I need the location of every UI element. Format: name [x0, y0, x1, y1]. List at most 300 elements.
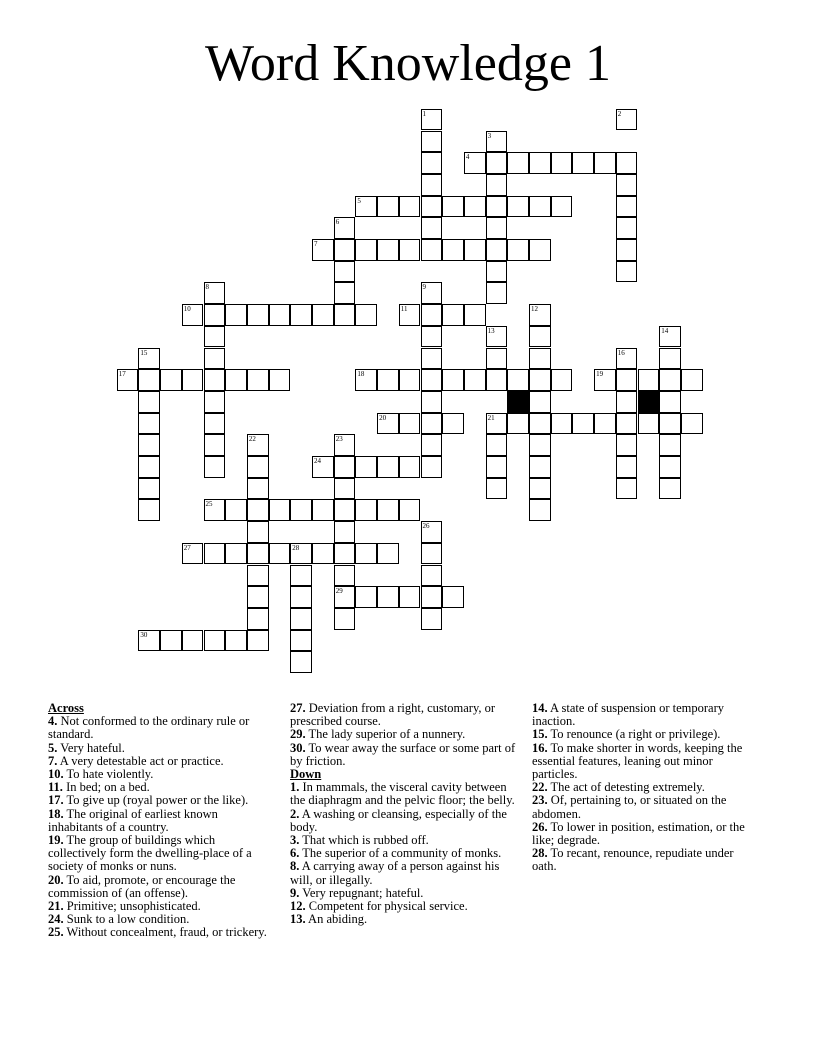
crossword-cell[interactable] — [616, 109, 638, 131]
clue — [290, 860, 518, 886]
crossword-cell[interactable] — [529, 152, 551, 174]
clue-text: The original of earliest known inhabitants of a country. — [48, 806, 218, 834]
crossword-cell[interactable] — [247, 499, 269, 521]
crossword-cell[interactable] — [486, 456, 508, 478]
crossword-cell[interactable] — [486, 174, 508, 196]
clue — [48, 808, 274, 834]
clue-number: 4 — [465, 153, 470, 162]
crossword-cell[interactable] — [464, 304, 486, 326]
clue — [290, 702, 518, 728]
crossword-cell[interactable] — [442, 304, 464, 326]
crossword-cell[interactable] — [225, 543, 247, 565]
crossword-cell[interactable] — [421, 109, 443, 131]
crossword-cell[interactable] — [616, 413, 638, 435]
clue-text: To give up (royal power or the like). — [63, 793, 249, 808]
page-title: Word Knowledge 1 — [205, 35, 611, 92]
crossword-cell[interactable] — [334, 239, 356, 261]
crossword-cell[interactable] — [355, 196, 377, 218]
crossword-cell[interactable] — [529, 369, 551, 391]
clue-text: A very detestable act or practice. — [57, 753, 224, 768]
clue-number: 12 — [531, 305, 538, 314]
crossword-cell[interactable] — [334, 521, 356, 543]
crossword-cell[interactable] — [529, 434, 551, 456]
clue-number-label: 17. — [48, 793, 64, 808]
crossword-cell[interactable] — [138, 456, 160, 478]
clue — [290, 913, 518, 926]
crossword-cell[interactable] — [312, 304, 334, 326]
crossword-cell[interactable] — [616, 348, 638, 370]
clue-number-label: 23. — [532, 793, 548, 808]
crossword-cell[interactable] — [290, 565, 312, 587]
clue-number: 14 — [661, 326, 669, 335]
crossword-cell[interactable] — [421, 174, 443, 196]
crossword-cell[interactable] — [399, 413, 421, 435]
crossword-cell[interactable] — [659, 413, 681, 435]
crossword-cell[interactable] — [247, 543, 269, 565]
crossword-cell[interactable] — [290, 651, 312, 673]
crossword-cell[interactable] — [247, 521, 269, 543]
crossword-cell[interactable] — [486, 282, 508, 304]
crossword-cell[interactable] — [334, 434, 356, 456]
clue-text: Not conformed to the ordinary rule or standard. — [48, 714, 250, 742]
clue-text: Competent for physical service. — [305, 899, 468, 914]
clue — [532, 702, 760, 728]
crossword-cell[interactable] — [594, 413, 616, 435]
clue-number: 10 — [183, 305, 191, 314]
clue-number-label: 26. — [532, 819, 548, 834]
clue-text: To renounce (a right or privilege). — [547, 727, 721, 742]
crossword-cell[interactable] — [355, 499, 377, 521]
crossword-cell[interactable] — [355, 369, 377, 391]
crossword-cell[interactable] — [225, 499, 247, 521]
clue-number-label: 2. — [290, 806, 300, 821]
clue-number-label: 1. — [290, 780, 300, 795]
clue-number-label: 27. — [290, 701, 306, 715]
crossword-cell[interactable] — [659, 434, 681, 456]
clue-text: Without concealment, fraud, or trickery. — [63, 925, 267, 940]
crossword-cell[interactable] — [616, 239, 638, 261]
clue-number: 17 — [118, 370, 126, 379]
crossword-cell[interactable] — [204, 326, 226, 348]
crossword-cell[interactable] — [204, 348, 226, 370]
crossword-cell[interactable] — [334, 217, 356, 239]
crossword-cell[interactable] — [204, 304, 226, 326]
crossword-cell[interactable] — [204, 434, 226, 456]
clue-text: To aid, promote, or encourage the commission of (an offense). — [48, 872, 236, 900]
crossword-cell[interactable] — [312, 543, 334, 565]
crossword-cell[interactable] — [507, 369, 529, 391]
clue-number: 9 — [422, 283, 426, 292]
clue-number: 8 — [205, 283, 209, 292]
crossword-cell[interactable] — [334, 543, 356, 565]
crossword-cell[interactable] — [464, 369, 486, 391]
clue-number: 19 — [596, 370, 604, 379]
clue-number-label: 15. — [532, 727, 548, 742]
crossword-cell[interactable] — [290, 630, 312, 652]
crossword-cell[interactable] — [486, 261, 508, 283]
crossword-cell[interactable] — [659, 326, 681, 348]
crossword-cell[interactable] — [507, 413, 529, 435]
crossword-cell[interactable] — [247, 478, 269, 500]
crossword-cell[interactable] — [182, 304, 204, 326]
clue-text: The lady superior of a nunnery. — [305, 727, 466, 742]
crossword-cell[interactable] — [182, 543, 204, 565]
clue-text: Deviation from a right, customary, or prescribed course. — [290, 701, 496, 729]
crossword-cell[interactable] — [616, 391, 638, 413]
crossword-cell[interactable] — [486, 348, 508, 370]
crossword-cell[interactable] — [421, 608, 443, 630]
crossword-cell[interactable] — [616, 217, 638, 239]
clue-number-label: 20. — [48, 872, 64, 887]
clue-text: An abiding. — [305, 912, 368, 927]
crossword-cell[interactable] — [594, 369, 616, 391]
clue-text: To recant, renounce, repudiate under oath. — [532, 846, 734, 874]
crossword-cell[interactable] — [551, 369, 573, 391]
clue-number-label: 8. — [290, 859, 300, 874]
crossword-cell[interactable] — [377, 499, 399, 521]
crossword-cell[interactable] — [269, 304, 291, 326]
crossword-cell[interactable] — [486, 434, 508, 456]
crossword-cell[interactable] — [572, 152, 594, 174]
clue-text: To make shorter in words, keeping the essential features, leaning out minor particles. — [532, 740, 743, 782]
crossword-cell[interactable] — [442, 369, 464, 391]
crossword-cell[interactable] — [204, 456, 226, 478]
crossword-cell[interactable] — [247, 565, 269, 587]
clue-number-label: 28. — [532, 846, 548, 861]
crossword-cell[interactable] — [377, 543, 399, 565]
crossword-cell[interactable] — [486, 239, 508, 261]
crossword-cell[interactable] — [182, 630, 204, 652]
clue-number: 20 — [379, 413, 387, 422]
clue-number-label: 16. — [532, 740, 548, 755]
clue-text: A carrying away of a person against his will, or illegally. — [290, 859, 500, 887]
crossword-cell[interactable] — [659, 391, 681, 413]
crossword-cell[interactable] — [290, 586, 312, 608]
crossword-cell[interactable] — [529, 326, 551, 348]
crossword-cell[interactable] — [182, 369, 204, 391]
crossword-cell[interactable] — [421, 413, 443, 435]
clue — [290, 781, 518, 807]
crossword-cell[interactable] — [421, 565, 443, 587]
crossword-cell[interactable] — [269, 499, 291, 521]
crossword-cell[interactable] — [399, 586, 421, 608]
crossword-cell[interactable] — [421, 304, 443, 326]
crossword-cell[interactable] — [290, 608, 312, 630]
black-square — [638, 391, 660, 413]
clue-number: 1 — [422, 109, 426, 118]
crossword-cell[interactable] — [204, 413, 226, 435]
crossword-cell[interactable] — [421, 348, 443, 370]
clues-column-1 — [48, 702, 274, 940]
crossword-cell[interactable] — [355, 239, 377, 261]
crossword-cell[interactable] — [421, 586, 443, 608]
crossword-cell[interactable] — [616, 174, 638, 196]
crossword-cell[interactable] — [507, 239, 529, 261]
clue-number-label: 21. — [48, 899, 64, 914]
crossword-cell[interactable] — [399, 369, 421, 391]
crossword-cell[interactable] — [551, 196, 573, 218]
crossword-cell[interactable] — [529, 499, 551, 521]
crossword-cell[interactable] — [138, 630, 160, 652]
crossword-cell[interactable] — [225, 630, 247, 652]
crossword-cell[interactable] — [269, 543, 291, 565]
crossword-cell[interactable] — [355, 304, 377, 326]
clue-number: 29 — [335, 587, 343, 596]
clue-number: 28 — [292, 543, 300, 552]
crossword-cell[interactable] — [377, 369, 399, 391]
clue-number: 16 — [617, 348, 625, 357]
clue — [532, 742, 760, 782]
crossword-cell[interactable] — [421, 369, 443, 391]
crossword-cell[interactable] — [529, 478, 551, 500]
clues-column-3 — [532, 702, 760, 874]
crossword-cell[interactable] — [421, 434, 443, 456]
clue-number: 7 — [314, 240, 318, 248]
crossword-cell[interactable] — [486, 196, 508, 218]
crossword-cell[interactable] — [204, 543, 226, 565]
clue-number: 21 — [487, 413, 495, 422]
across-heading: Across — [48, 701, 84, 715]
clue-number-label: 14. — [532, 701, 548, 715]
crossword-cell[interactable] — [247, 586, 269, 608]
clue — [532, 821, 760, 847]
clue-number: 6 — [335, 218, 340, 227]
crossword-cell[interactable] — [334, 565, 356, 587]
crossword-cell[interactable] — [529, 413, 551, 435]
crossword-cell[interactable] — [486, 152, 508, 174]
crossword-cell[interactable] — [616, 261, 638, 283]
crossword-cell[interactable] — [247, 608, 269, 630]
crossword-cell[interactable] — [507, 152, 529, 174]
crossword-cell[interactable] — [334, 499, 356, 521]
crossword-cell[interactable] — [486, 217, 508, 239]
crossword-cell[interactable] — [421, 543, 443, 565]
clue-text: Very repugnant; hateful. — [299, 885, 424, 900]
crossword-cell[interactable] — [486, 369, 508, 391]
crossword-cell[interactable] — [377, 239, 399, 261]
crossword-cell[interactable] — [529, 456, 551, 478]
crossword-cell[interactable] — [355, 586, 377, 608]
crossword-cell[interactable] — [551, 152, 573, 174]
crossword-cell[interactable] — [399, 239, 421, 261]
crossword-cell[interactable] — [160, 630, 182, 652]
crossword-cell[interactable] — [204, 630, 226, 652]
crossword-cell[interactable] — [138, 413, 160, 435]
crossword-cell[interactable] — [138, 348, 160, 370]
crossword-cell[interactable] — [269, 369, 291, 391]
down-heading: Down — [290, 767, 322, 782]
clue-text: A state of suspension or temporary inaction. — [532, 701, 724, 729]
crossword-cell[interactable] — [572, 413, 594, 435]
crossword-cell[interactable] — [334, 282, 356, 304]
crossword-cell[interactable] — [442, 239, 464, 261]
clue-number-label: 13. — [290, 912, 306, 927]
clue-number-label: 6. — [290, 846, 300, 861]
crossword-cell[interactable] — [334, 304, 356, 326]
clue-text: To hate violently. — [63, 767, 154, 782]
clue-number-label: 9. — [290, 885, 300, 900]
clue — [48, 874, 274, 900]
clue-text: The act of detesting extremely. — [547, 780, 705, 795]
crossword-cell[interactable] — [486, 326, 508, 348]
crossword-cell[interactable] — [659, 456, 681, 478]
clue-number: 25 — [205, 500, 213, 509]
clue-number: 5 — [357, 196, 361, 205]
crossword-cell[interactable] — [138, 369, 160, 391]
crossword-cell[interactable] — [529, 348, 551, 370]
crossword-cell[interactable] — [421, 326, 443, 348]
clue — [290, 808, 518, 834]
crossword-cell[interactable] — [247, 456, 269, 478]
crossword-cell[interactable] — [312, 499, 334, 521]
clue-number: 2 — [617, 109, 622, 118]
clue-number-label: 24. — [48, 912, 64, 927]
clue-number-label: 30. — [290, 740, 306, 755]
crossword-cell[interactable] — [529, 304, 551, 326]
crossword-cell[interactable] — [377, 456, 399, 478]
clues-column-2 — [290, 702, 518, 926]
crossword-cell[interactable] — [507, 196, 529, 218]
crossword-cell[interactable] — [421, 521, 443, 543]
crossword-cell[interactable] — [355, 456, 377, 478]
crossword-cell[interactable] — [442, 413, 464, 435]
crossword-cell[interactable] — [486, 413, 508, 435]
crossword-cell[interactable] — [225, 304, 247, 326]
clue-text: The group of buildings which collectively form the dwelling-place of a society of monks or nuns. — [48, 833, 252, 874]
crossword-cell[interactable] — [421, 196, 443, 218]
crossword-cell[interactable] — [486, 478, 508, 500]
crossword-cell[interactable] — [616, 369, 638, 391]
crossword-cell[interactable] — [290, 543, 312, 565]
crossword-cell[interactable] — [204, 369, 226, 391]
crossword-cell[interactable] — [681, 369, 703, 391]
clue-number-label: 19. — [48, 833, 64, 848]
clue-text: In mammals, the visceral cavity between the diaphragm and the pelvic floor; the belly. — [290, 780, 515, 808]
clue-text: Very hateful. — [57, 740, 125, 755]
crossword-cell[interactable] — [225, 369, 247, 391]
clue-number: 13 — [487, 326, 495, 335]
crossword-cell[interactable] — [399, 499, 421, 521]
crossword-cell[interactable] — [616, 196, 638, 218]
clue-number-label: 18. — [48, 806, 64, 821]
clue-text: Primitive; unsophisticated. — [63, 899, 201, 914]
crossword-cell[interactable] — [421, 239, 443, 261]
crossword-cell[interactable] — [529, 391, 551, 413]
crossword-cell[interactable] — [138, 478, 160, 500]
crossword-cell[interactable] — [334, 586, 356, 608]
clue-number: 3 — [487, 131, 492, 140]
clue-number: 15 — [140, 348, 148, 357]
clue-number-label: 3. — [290, 833, 300, 848]
clue-number-label: 25. — [48, 925, 64, 940]
crossword-cell[interactable] — [421, 152, 443, 174]
clue-number-label: 5. — [48, 740, 58, 755]
crossword-cell[interactable] — [486, 131, 508, 153]
clue — [48, 715, 274, 741]
crossword-cell[interactable] — [204, 391, 226, 413]
crossword-cell[interactable] — [616, 434, 638, 456]
crossword-cell[interactable] — [247, 630, 269, 652]
clue-number-label: 29. — [290, 727, 306, 742]
crossword-cell[interactable] — [334, 478, 356, 500]
crossword-cell[interactable] — [638, 413, 660, 435]
crossword-cell[interactable] — [334, 608, 356, 630]
black-square — [507, 391, 529, 413]
crossword-cell[interactable] — [464, 239, 486, 261]
crossword-cell[interactable] — [312, 239, 334, 261]
crossword-cell[interactable] — [659, 348, 681, 370]
crossword-cell[interactable] — [204, 282, 226, 304]
crossword-cell[interactable] — [616, 478, 638, 500]
crossword-cell[interactable] — [117, 369, 139, 391]
crossword-cell[interactable] — [138, 391, 160, 413]
clue-number: 22 — [248, 435, 256, 444]
crossword-cell[interactable] — [377, 586, 399, 608]
crossword-cell[interactable] — [138, 499, 160, 521]
crossword-cell[interactable] — [529, 196, 551, 218]
crossword-cell[interactable] — [464, 196, 486, 218]
crossword-cell[interactable] — [312, 456, 334, 478]
clue — [48, 926, 274, 939]
crossword-cell[interactable] — [616, 456, 638, 478]
crossword-cell[interactable] — [355, 543, 377, 565]
crossword-cell[interactable] — [290, 304, 312, 326]
crossword-cell[interactable] — [377, 196, 399, 218]
crossword-cell[interactable] — [529, 239, 551, 261]
clue-number: 18 — [357, 370, 365, 379]
crossword-cell[interactable] — [421, 131, 443, 153]
crossword-cell[interactable] — [464, 152, 486, 174]
clue-text: That which is rubbed off. — [299, 833, 429, 848]
crossword-cell[interactable] — [594, 152, 616, 174]
crossword-cell[interactable] — [659, 369, 681, 391]
clue-text: Sunk to a low condition. — [63, 912, 190, 927]
crossword-cell[interactable] — [399, 196, 421, 218]
crossword-cell[interactable] — [334, 261, 356, 283]
crossword-cell[interactable] — [160, 369, 182, 391]
crossword-cell[interactable] — [377, 413, 399, 435]
crossword-cell[interactable] — [638, 369, 660, 391]
crossword-cell[interactable] — [247, 304, 269, 326]
crossword-cell[interactable] — [399, 304, 421, 326]
crossword-cell[interactable] — [290, 499, 312, 521]
crossword-cell[interactable] — [659, 478, 681, 500]
crossword-cell[interactable] — [421, 217, 443, 239]
clue-number-label: 7. — [48, 753, 58, 768]
crossword-cell[interactable] — [551, 413, 573, 435]
clue-text: To lower in position, estimation, or the like; degrade. — [532, 819, 745, 848]
clue-number: 27 — [183, 543, 191, 552]
crossword-cell[interactable] — [442, 586, 464, 608]
clue-number-label: 10. — [48, 767, 64, 782]
crossword-cell[interactable] — [681, 413, 703, 435]
crossword-cell[interactable] — [247, 369, 269, 391]
clue — [532, 794, 760, 820]
crossword-cell[interactable] — [442, 196, 464, 218]
crossword-cell[interactable] — [421, 456, 443, 478]
crossword-cell[interactable] — [399, 456, 421, 478]
crossword-cell[interactable] — [616, 152, 638, 174]
crossword-cell[interactable] — [247, 434, 269, 456]
clue-number: 23 — [335, 435, 343, 444]
clue — [290, 742, 518, 768]
crossword-cell[interactable] — [334, 456, 356, 478]
crossword-cell[interactable] — [421, 391, 443, 413]
crossword-cell[interactable] — [421, 282, 443, 304]
clue-number-label: 11. — [48, 780, 63, 795]
crossword-cell[interactable] — [204, 499, 226, 521]
crossword-cell[interactable] — [138, 434, 160, 456]
